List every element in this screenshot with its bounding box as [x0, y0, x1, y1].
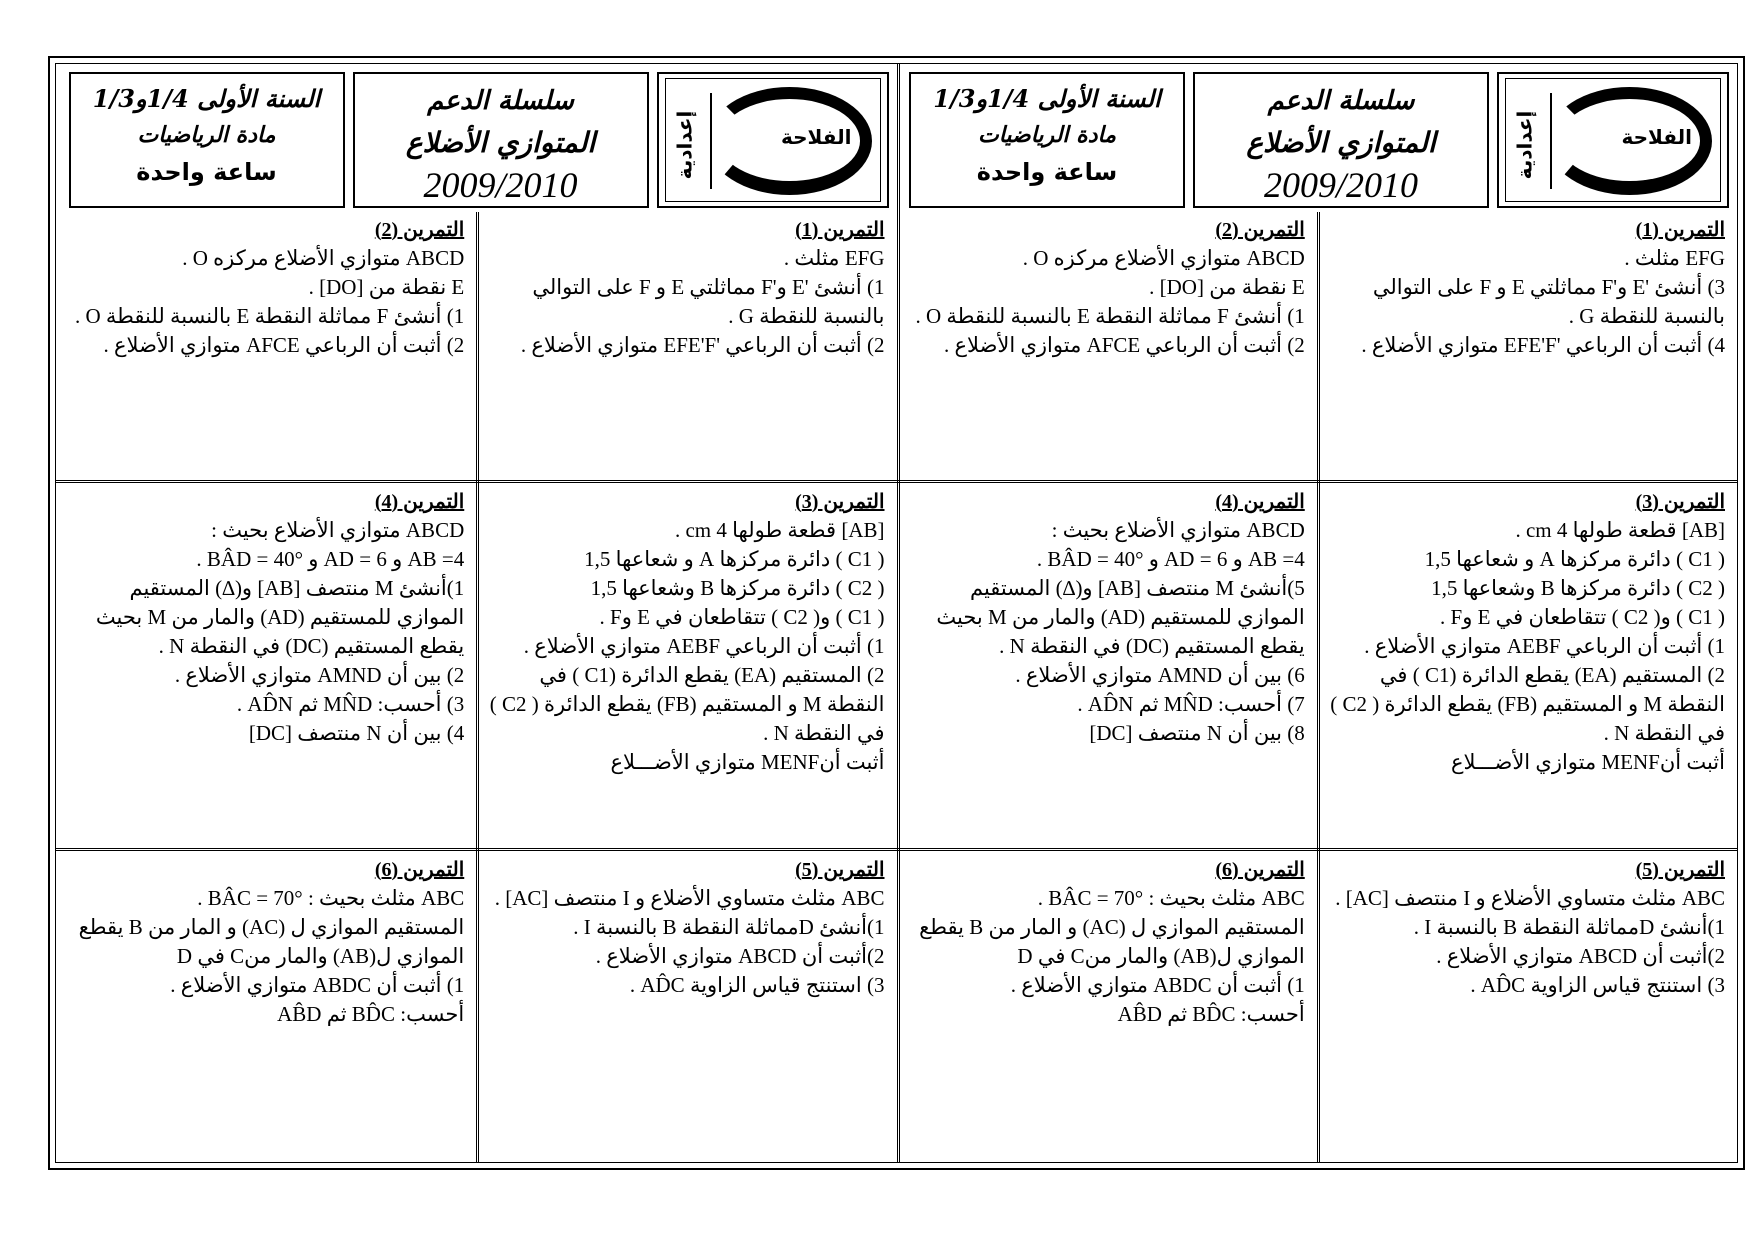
- row-divider: [897, 480, 1738, 483]
- row-divider: [897, 848, 1738, 851]
- exercise-line: ABCD متوازي الأضلاع بحيث :: [211, 518, 465, 542]
- exercise-line: المستقيم الموازي ل (AC) و المار من B يقطع الموازي ل(AB) والمار منC في D: [919, 915, 1305, 968]
- exercise-2: [56, 212, 476, 480]
- exercise-line: ( C2 ) دائرة مركزها B وشعاعها 1,5: [590, 576, 885, 600]
- exercise-line: AB =4 و AD = 6 و BÂD = 40° .: [196, 547, 465, 571]
- duration-label: ساعة واحدة: [136, 158, 277, 186]
- school-logo: [1497, 72, 1729, 208]
- exercise-1: [476, 212, 896, 480]
- exercise-line: [AB] قطعة طولها 4 cm .: [674, 518, 885, 542]
- exercise-title: التمرين (3): [1635, 491, 1725, 513]
- exercise-6: [56, 852, 476, 1114]
- exercise-line: 2) أثبت أن الرباعي AFCE متوازي الأضلاع .: [103, 333, 465, 357]
- logo-side: [672, 93, 712, 189]
- exercise-line: أحسب: BD̂C ثم AB̂D: [1117, 1002, 1305, 1026]
- exercise-5: [1317, 852, 1737, 1114]
- exercise-line: 1) أنشئ F مماثلة النقطة E بالنسبة للنقطة O .: [915, 304, 1305, 328]
- exercise-3: [1317, 484, 1737, 848]
- exercise-line: 2) أثبت أن الرباعي 'EFE'F متوازي الأضلاع .: [520, 333, 885, 357]
- logo-text: الفلاحة: [1621, 125, 1692, 149]
- exercise-line: 3) استنتج قياس الزاوية AD̂C .: [629, 973, 885, 997]
- duration-label: ساعة واحدة: [976, 158, 1118, 186]
- series-subject: المتوازي الأضلاع: [1246, 126, 1436, 159]
- exercise-2: [897, 212, 1317, 480]
- exercise-title: التمرين (6): [374, 859, 465, 881]
- series-box: [1193, 72, 1489, 208]
- exercise-line: ( C1 ) دائرة مركزها A و شعاعها 1,5: [584, 547, 885, 571]
- exercise-grid: [897, 212, 1738, 1162]
- exercise-line: 6) بين أن AMND متوازي الأضلاع .: [1015, 663, 1305, 687]
- exercise-line: 1) أثبت أن الرباعي AEBF متوازي الأضلاع .: [1364, 634, 1725, 658]
- exercise-line: 2)أثبت أن ABCD متوازي الأضلاع .: [1436, 944, 1725, 968]
- exercise-line: ABC مثلث بحيث : BÂC = 70° .: [1037, 886, 1305, 910]
- logo-frame: [665, 78, 881, 202]
- level-label: السنة الأولى 1/4و1/3: [92, 84, 321, 113]
- exercise-title: التمرين (2): [1215, 219, 1305, 241]
- exercise-line: المستقيم الموازي ل (AC) و المار من B يقطع الموازي ل(AB) والمار منC في D: [78, 915, 465, 968]
- row-divider: [56, 848, 897, 851]
- logo-side: [1512, 93, 1552, 189]
- logo-text: الفلاحة: [781, 125, 852, 149]
- exercise-line: AB =4 و AD = 6 و BÂD = 40° .: [1036, 547, 1305, 571]
- worksheet-page: [48, 56, 1745, 1170]
- info-box: [69, 72, 345, 208]
- exercise-title: التمرين (1): [1635, 219, 1725, 241]
- exercise-title: التمرين (4): [374, 491, 465, 513]
- exercise-line: 1) أثبت أن ABDC متوازي الأضلاع .: [170, 973, 465, 997]
- exercise-1: [1317, 212, 1737, 480]
- exercise-line: ABCD متوازي الأضلاع مركزه O .: [1022, 246, 1305, 270]
- exercise-6: [897, 852, 1317, 1114]
- exercise-line: 4) أثبت أن الرباعي 'EFE'F متوازي الأضلاع .: [1361, 333, 1725, 357]
- exercise-title: التمرين (5): [1635, 859, 1725, 881]
- series-year: 2009/2010: [1263, 165, 1418, 205]
- series-title: سلسلة الدعم: [1267, 86, 1415, 116]
- logo-side-text: إعدادية: [671, 110, 696, 180]
- logo-frame: [1505, 78, 1721, 202]
- exercise-line: 1) أنشئ 'E و'F مماثلتي E و F على التوالي بالنسبة للنقطة G .: [532, 275, 885, 328]
- exercise-title: التمرين (4): [1215, 491, 1305, 513]
- exercise-line: ABC مثلث بحيث : BÂC = 70° .: [197, 886, 465, 910]
- exercise-line: [AB] قطعة طولها 4 cm .: [1515, 518, 1725, 542]
- exercise-line: ABC مثلث متساوي الأضلاع و I منتصف [AC] .: [494, 886, 885, 910]
- exercise-line: أحسب: BD̂C ثم AB̂D: [277, 1002, 465, 1026]
- series-year: 2009/2010: [423, 165, 578, 205]
- exercise-title: التمرين (1): [795, 219, 885, 241]
- exercise-line: أثبت أنMENF متوازي الأضـــلاع: [1450, 750, 1725, 774]
- row-divider: [56, 480, 897, 483]
- info-box: [909, 72, 1185, 208]
- exercise-line: 1) أنشئ F مماثلة النقطة E بالنسبة للنقطة O .: [75, 304, 465, 328]
- exercise-line: 2) بين أن AMND متوازي الأضلاع .: [174, 663, 465, 687]
- exercise-line: ABC مثلث متساوي الأضلاع و I منتصف [AC] .: [1335, 886, 1725, 910]
- exercise-title: التمرين (2): [374, 219, 465, 241]
- exercise-line: EFG مثلث .: [783, 246, 885, 270]
- subject-label: مادة الرياضيات: [137, 122, 276, 148]
- series-subject: المتوازي الأضلاع: [405, 126, 596, 159]
- school-logo: [657, 72, 889, 208]
- exercise-line: 4) بين أن N منتصف [DC]: [248, 721, 465, 745]
- exercise-line: 1) أثبت أن الرباعي AEBF متوازي الأضلاع .: [523, 634, 885, 658]
- exercise-line: 1) أثبت أن ABDC متوازي الأضلاع .: [1010, 973, 1305, 997]
- exercise-line: 2) أثبت أن الرباعي AFCE متوازي الأضلاع .: [944, 333, 1305, 357]
- exercise-4: [56, 484, 476, 848]
- exercise-line: أثبت أنMENF متوازي الأضـــلاع: [610, 750, 885, 774]
- exercise-line: 5)أنشئ M منتصف [AB] و(∆) المستقيم الموازي للمستقيم (AD) والمار من M بحيث يقطع المستقيم (DC) في النقطة N .: [936, 576, 1305, 658]
- exercise-line: 1)أنشئ Dمماثلة النقطة B بالنسبة I .: [1413, 915, 1725, 939]
- exercise-line: ABCD متوازي الأضلاع مركزه O .: [182, 246, 465, 270]
- series-box: [353, 72, 649, 208]
- exercise-line: 1)أنشئ Dمماثلة النقطة B بالنسبة I .: [573, 915, 885, 939]
- exercise-line: ABCD متوازي الأضلاع بحيث :: [1051, 518, 1305, 542]
- exercise-line: E نقطة من [DO] .: [308, 275, 465, 299]
- exercise-4: [897, 484, 1317, 848]
- logo-side-text: إعدادية: [1512, 110, 1537, 180]
- exercise-line: 2)أثبت أن ABCD متوازي الأضلاع .: [595, 944, 885, 968]
- exercise-3: [476, 484, 896, 848]
- exercise-line: 8) بين أن N منتصف [DC]: [1089, 721, 1305, 745]
- exercise-line: ( C1 ) و( C2 ) تتقاطعان في E وF .: [599, 605, 885, 629]
- exercise-line: 7) أحسب: MN̂D ثم AD̂N .: [1077, 692, 1305, 716]
- exercise-title: التمرين (5): [795, 859, 885, 881]
- left-sheet: [56, 64, 897, 1162]
- level-label: السنة الأولى 1/4و1/3: [933, 84, 1161, 113]
- exercise-line: EFG مثلث .: [1624, 246, 1725, 270]
- exercise-line: 3) أحسب: MN̂D ثم AD̂N .: [236, 692, 465, 716]
- right-sheet: [897, 64, 1738, 1162]
- series-title: سلسلة الدعم: [427, 86, 574, 116]
- exercise-line: ( C2 ) دائرة مركزها B وشعاعها 1,5: [1431, 576, 1725, 600]
- exercise-grid: [56, 212, 897, 1162]
- exercise-line: ( C1 ) دائرة مركزها A و شعاعها 1,5: [1424, 547, 1725, 571]
- exercise-line: 1)أنشئ M منتصف [AB] و(∆) المستقيم الموازي للمستقيم (AD) والمار من M بحيث يقطع المستقيم (DC) في النقطة N .: [95, 576, 465, 658]
- exercise-line: 3) أنشئ 'E و'F مماثلتي E و F على التوالي بالنسبة للنقطة G .: [1372, 275, 1725, 328]
- exercise-line: E نقطة من [DO] .: [1149, 275, 1305, 299]
- exercise-title: التمرين (3): [795, 491, 885, 513]
- exercise-line: 2) المستقيم (EA) يقطع الدائرة (C1 ) في النقطة M و المستقيم (FB) يقطع الدائرة ( C2 ) في النقطة N .: [489, 663, 885, 745]
- exercise-title: التمرين (6): [1215, 859, 1305, 881]
- subject-label: مادة الرياضيات: [978, 122, 1116, 148]
- exercise-line: 2) المستقيم (EA) يقطع الدائرة (C1 ) في النقطة M و المستقيم (FB) يقطع الدائرة ( C2 ) في النقطة N .: [1330, 663, 1725, 745]
- exercise-line: 3) استنتج قياس الزاوية AD̂C .: [1470, 973, 1725, 997]
- exercise-line: ( C1 ) و( C2 ) تتقاطعان في E وF .: [1440, 605, 1725, 629]
- worksheet-inner-frame: [55, 63, 1738, 1163]
- exercise-5: [476, 852, 896, 1114]
